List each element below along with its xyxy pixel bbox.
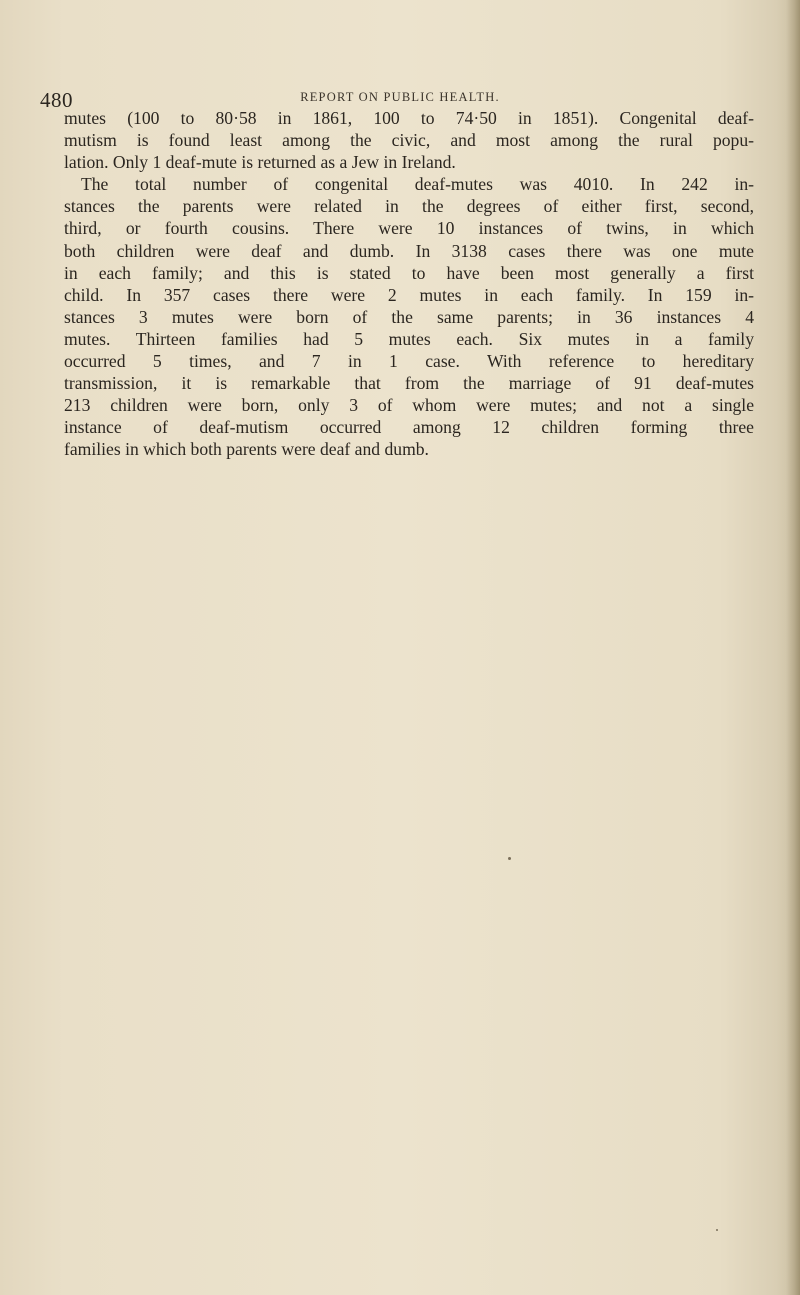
text-line: transmission, it is remarkable that from the marriage of 91 deaf-mutes <box>64 373 754 394</box>
text-line: instance of deaf-mutism occurred among 12 children forming three <box>64 417 754 438</box>
text-line: stances the parents were related in the degrees of either first, second, <box>64 196 754 217</box>
page-number: 480 <box>40 88 73 112</box>
text-line: both children were deaf and dumb. In 3138 cases there was one mute <box>64 240 754 261</box>
page-edge-shadow <box>786 0 800 1295</box>
text-line: in each family; and this is stated to have been most generally a first <box>64 262 754 283</box>
text-line: stances 3 mutes were born of the same parents; in 36 instances 4 <box>64 306 754 327</box>
body-text <box>64 107 754 461</box>
text-line: mutism is found least among the civic, and most among the rural popu- <box>64 130 754 151</box>
paper-speck <box>716 1229 718 1231</box>
text-line: occurred 5 times, and 7 in 1 case. With reference to hereditary <box>64 351 754 372</box>
text-line: mutes. Thirteen families had 5 mutes each. Six mutes in a family <box>64 328 754 349</box>
text-line: third, or fourth cousins. There were 10 instances of twins, in which <box>64 218 754 239</box>
text-line: mutes (100 to 80·58 in 1861, 100 to 74·50 in 1851). Congenital deaf- <box>64 108 754 128</box>
text-line: lation. Only 1 deaf-mute is returned as a Jew in Ireland. <box>64 152 456 173</box>
paragraph <box>64 173 754 460</box>
paragraph <box>64 107 754 173</box>
text-line: The total number of congenital deaf-mutes was 4010. In 242 in- <box>81 174 754 195</box>
text-line: families in which both parents were deaf and dumb. <box>64 439 429 460</box>
running-head: REPORT ON PUBLIC HEALTH. <box>300 90 500 104</box>
paper-speck <box>508 857 511 860</box>
text-line: child. In 357 cases there were 2 mutes in each family. In 159 in- <box>64 284 754 305</box>
text-line: 213 children were born, only 3 of whom were mutes; and not a single <box>64 395 754 416</box>
